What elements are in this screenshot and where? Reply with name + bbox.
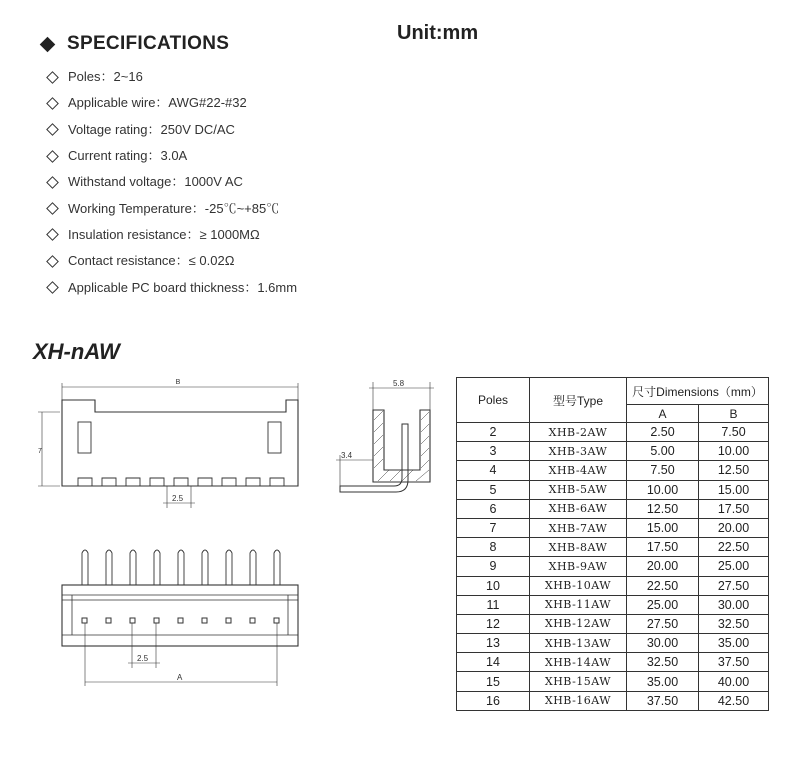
unit-label: Unit:mm [397,22,479,44]
table-row: 5 XHB-5AW 10.00 15.00 [457,480,769,499]
header-b: B [699,405,769,423]
spec-item: Current rating：3.0A [46,143,297,169]
table-row: 4 XHB-4AW 7.50 12.50 [457,461,769,480]
table-row: 16 XHB-16AW 37.50 42.50 [457,691,769,710]
header-a: A [627,405,699,423]
side-width-label: 5.8 [393,379,405,388]
specifications-title: SPECIFICATIONS [67,33,230,54]
header-type: 型号Type [530,378,627,423]
spec-item: Poles：2~16 [46,64,297,90]
side-offset-label: 3.4 [341,451,353,460]
header-poles: Poles [457,378,530,423]
table-row: 2 XHB-2AW 2.50 7.50 [457,423,769,442]
table-row: 7 XHB-7AW 15.00 20.00 [457,518,769,537]
spec-item: Applicable wire：AWG#22-#32 [46,90,297,116]
spec-item: Insulation resistance：≥ 1000MΩ [46,222,297,248]
height-label: 7 [38,448,42,455]
top-view [62,550,298,686]
dim-a-label: A [177,673,183,682]
header-dimensions: 尺寸Dimensions（mm） [627,378,769,405]
pitch-bottom-label: 2.5 [137,654,149,663]
front-view [38,379,298,508]
table-row: 14 XHB-14AW 32.50 37.50 [457,653,769,672]
pitch-top-label: 2.5 [172,494,184,503]
side-view [336,379,434,492]
table-row: 15 XHB-15AW 35.00 40.00 [457,672,769,691]
spec-item: Working Temperature：-25℃~+85℃ [46,195,297,221]
spec-item: Contact resistance：≤ 0.02Ω [46,248,297,274]
model-title: XH-nAW [33,339,120,364]
table-row: 11 XHB-11AW 25.00 30.00 [457,595,769,614]
dimensions-table [456,377,769,711]
spec-item: Voltage rating：250V DC/AC [46,117,297,143]
table-row: 12 XHB-12AW 27.50 32.50 [457,614,769,633]
table-row: 6 XHB-6AW 12.50 17.50 [457,499,769,518]
spec-item: Applicable PC board thickness：1.6mm [46,274,297,300]
table-row: 8 XHB-8AW 17.50 22.50 [457,538,769,557]
spec-item: Withstand voltage：1000V AC [46,169,297,195]
dim-b-label: B [175,379,181,386]
table-row: 10 XHB-10AW 22.50 27.50 [457,576,769,595]
table-row: 3 XHB-3AW 5.00 10.00 [457,442,769,461]
table-row: 13 XHB-13AW 30.00 35.00 [457,634,769,653]
table-row: 9 XHB-9AW 20.00 25.00 [457,557,769,576]
